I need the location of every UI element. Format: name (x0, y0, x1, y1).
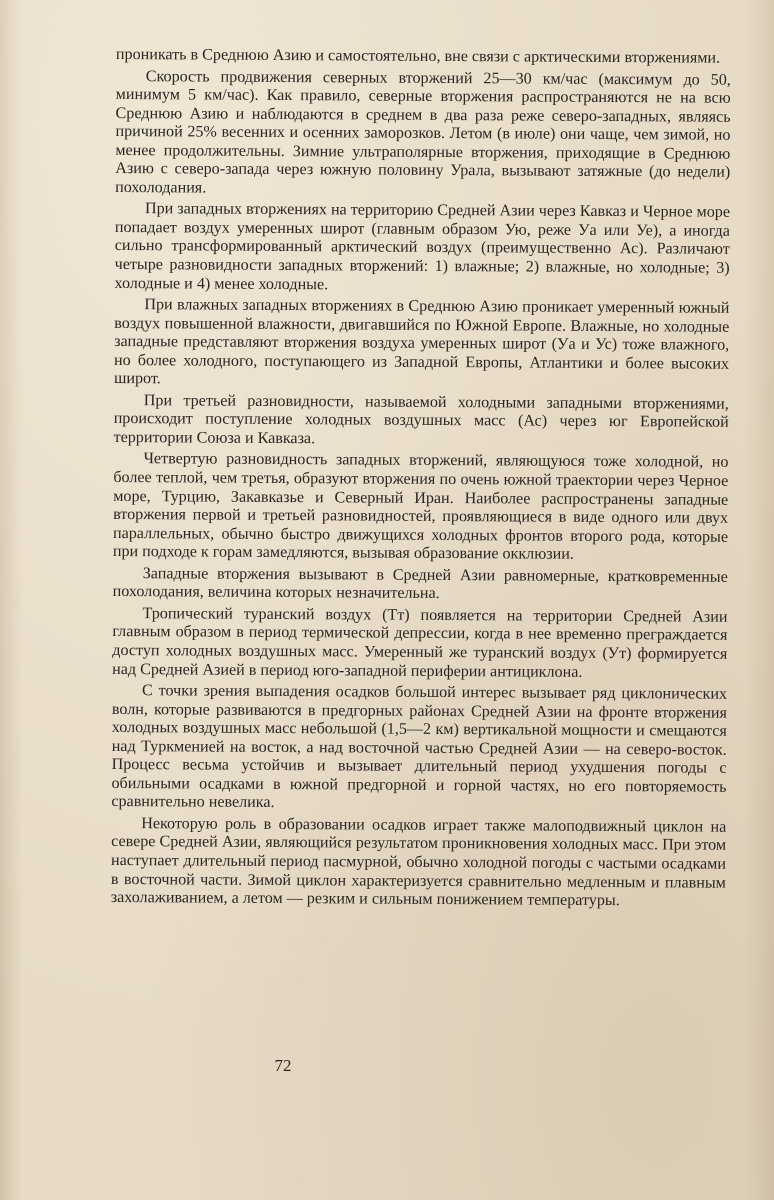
page-number: 72 (274, 1056, 292, 1075)
paragraph-continuation: проникать в Среднюю Азию и самостоятельно, вне связи с арктическими вторжениями. (115, 46, 721, 67)
paragraph-third-variety: При третьей разновидности, называемой холодными западными вторжениями, происходит поступление холодных воздушных масс (Ас) через юг Европейской территории Союза и Кавказа. (113, 392, 729, 448)
paragraph-turanian-air: Тропический туранский воздух (Тт) появляется на территории Средней Азии главным образом в период термической депрессии, когда в нее временно преграждается доступ холодных воздушных масс. Умеренный же туранский воздух (Ут) формируется над Средней Азией в период юго-западной периферии антициклона. (112, 605, 728, 681)
paragraph-western-invasions: При западных вторжениях на территорию Средней Азии через Кавказ и Черное море попадает воздух умеренных широт (главным образом Ую, реже Уа или Уе), а иногда сильно трансформированный арктический воздух (преимущественно Ас). Различают четыре разновидности западных вторжений: 1) влажные; 2) влажные, но холодные; 3) холодные и 4) менее холодные. (114, 200, 731, 293)
paragraph-cyclonic-waves: С точки зрения выпадения осадков большой интерес вызывает ряд циклонических волн, которые развиваются в предгорных районах Средней Азии на фронте вторжения холодных воздушных масс небольшой (1,5—2 км) вертикальной мощности и смещаются над Туркменией на восток, а над восточной частью Средней Азии — на северо-восток. Процесс весьма устойчив и вызывает длительный период ухудшения погоды с обильными осадками в южной предгорной и горной частях, но его повторяемость сравнительно невелика. (111, 682, 728, 812)
paragraph-northern-invasions-speed: Скорость продвижения северных вторжений 25—30 км/час (максимум до 50, минимум 5 км/час). Как правило, северные вторжения распространяются не на всю Среднюю Азию и наблюдаются в среднем в два раза реже северо-западных, являясь причиной 25% весенних и осенних заморозков. Летом (в июле) они чаще, чем зимой, но менее продолжительны. Зимние ультраполярные вторжения, приходящие в Среднюю Азию с северо-запада через южную половину Урала, вызывают затяжные (до недели) похолодания. (115, 67, 731, 197)
paragraph-humid-western-invasions: При влажных западных вторжениях в Среднюю Азию проникает умеренный южный воздух повышенной влажности, двигавшийся по Южной Европе. Влажные, но холодные западные представляют вторжения воздуха умеренных широт (Уа и Ус) тоже влажного, но более холодного, поступающего из Западной Европы, Атлантики и более высоких широт. (113, 296, 730, 388)
page-body-text (111, 46, 731, 914)
paragraph-fourth-variety: Четвертую разновидность западных вторжений, являющуюся тоже холодной, но более теплой, чем третья, образуют вторжения по очень южной траектории через Черное море, Турцию, Закавказье и Северный Иран. Наиболее распространены западные вторжения первой и третьей разновидностей, проявляющиеся в виде одного или двух параллельных, обычно быстро движущихся холодных фронтов второго рода, которые при подходе к горам замедляются, вызывая образование окклюзии. (112, 450, 729, 564)
paragraph-stationary-cyclone: Некоторую роль в образовании осадков играет также малоподвижный циклон на севере Средней Азии, являющийся результатом проникновения холодных масс. При этом наступает длительный период пасмурной, обычно холодной погоды с частыми осадками в восточной части. Зимой циклон характеризуется сравнительно медленным и плавным захолаживанием, а летом — резким и сильным понижением температуры. (110, 815, 727, 910)
paragraph-western-cooling: Западные вторжения вызывают в Средней Азии равномерные, кратковременные похолодания, величина которых незначительна. (112, 564, 728, 603)
